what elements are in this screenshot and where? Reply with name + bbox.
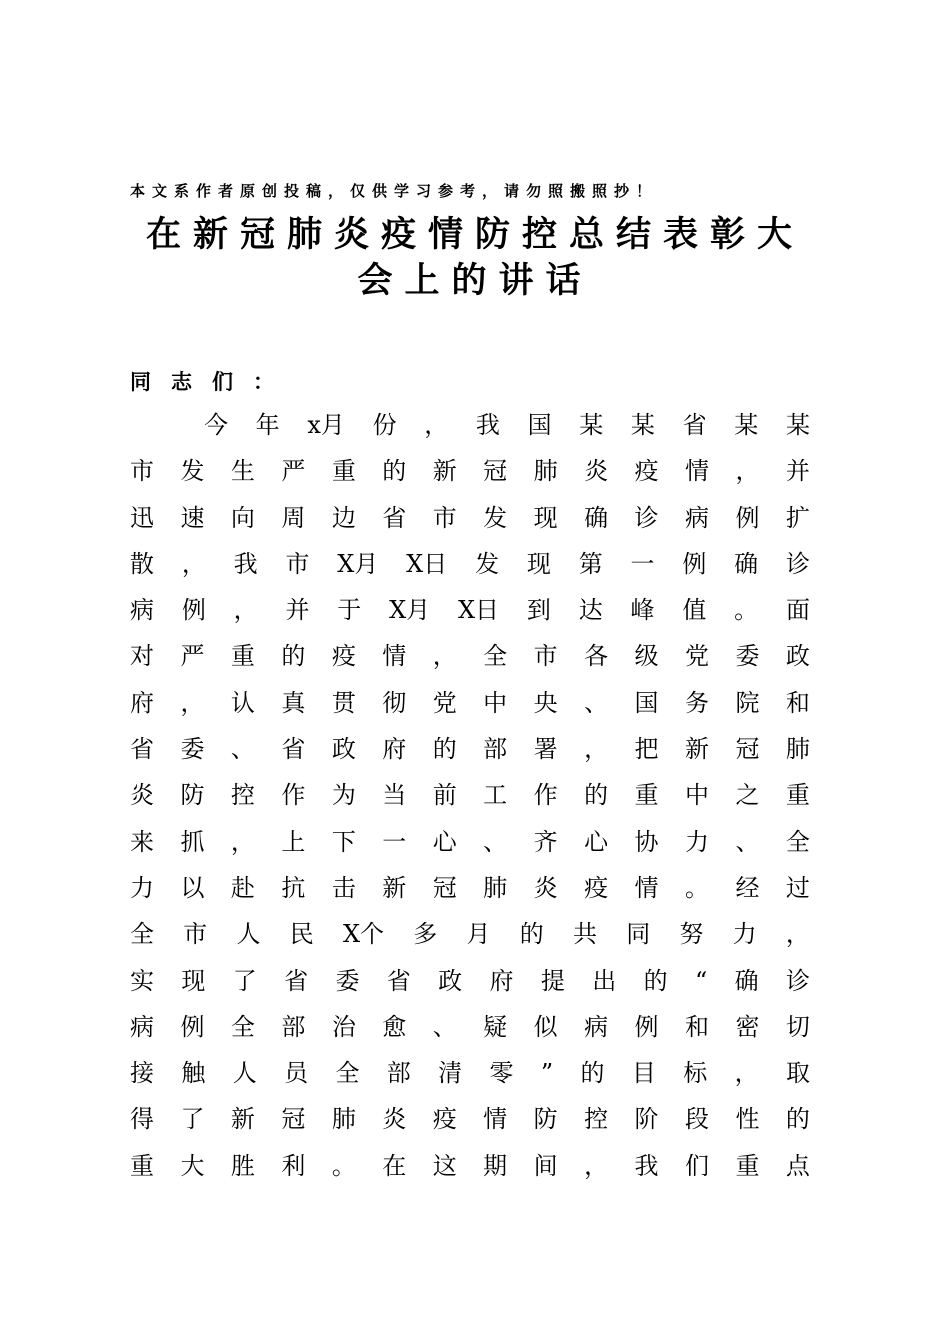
body-text [130, 402, 810, 1189]
body-line: 实 现 了 省 委 省 政 府 提 出 的 “ 确 诊 [130, 966, 810, 995]
body-line: 病 例 全 部 治 愈 、 疑 似 病 例 和 密 切 [130, 1012, 810, 1041]
copyright-notice: 本文系作者原创投稿，仅供学习参考，请勿照搬照抄！ [130, 182, 659, 200]
body-line: 对 严 重 的 疫 情 ， 全 市 各 级 党 委 政 [130, 642, 810, 671]
body-line: 病 例 ， 并 于 X月 X日 到 达 峰 值 。 面 [130, 596, 810, 625]
body-line: 省 委 、 省 政 府 的 部 署 ， 把 新 冠 肺 [130, 735, 810, 764]
body-line: 散 ， 我 市 X月 X日 发 现 第 一 例 确 诊 [130, 549, 810, 578]
body-line: 全 市 人 民 X个 多 月 的 共 同 努 力 ， [130, 920, 810, 949]
body-line: 迅 速 向 周 边 省 市 发 现 确 诊 病 例 扩 [130, 503, 810, 532]
document-title: 在新冠肺炎疫情防控总结表彰大会上的讲话 [145, 214, 804, 301]
body-line: 市 发 生 严 重 的 新 冠 肺 炎 疫 情 ， 并 [130, 457, 810, 486]
body-line: 力 以 赴 抗 击 新 冠 肺 炎 疫 情 。 经 过 [130, 873, 810, 902]
body-line: 炎 防 控 作 为 当 前 工 作 的 重 中 之 重 [130, 781, 810, 810]
body-line: 今 年 x月 份 ， 我 国 某 某 省 某 某 [204, 411, 810, 439]
body-line: 得 了 新 冠 肺 炎 疫 情 防 控 阶 段 性 的 [130, 1105, 810, 1134]
body-line: 重 大 胜 利 。 在 这 期 间 ， 我 们 重 点 [130, 1151, 810, 1180]
body-line: 接 触 人 员 全 部 清 零 ” 的 目 标 ， 取 [130, 1059, 810, 1088]
body-line: 府 ， 认 真 贯 彻 党 中 央 、 国 务 院 和 [130, 688, 810, 717]
salutation: 同志们： [130, 369, 294, 394]
body-line: 来 抓 ， 上 下 一 心 、 齐 心 协 力 、 全 [130, 827, 810, 856]
